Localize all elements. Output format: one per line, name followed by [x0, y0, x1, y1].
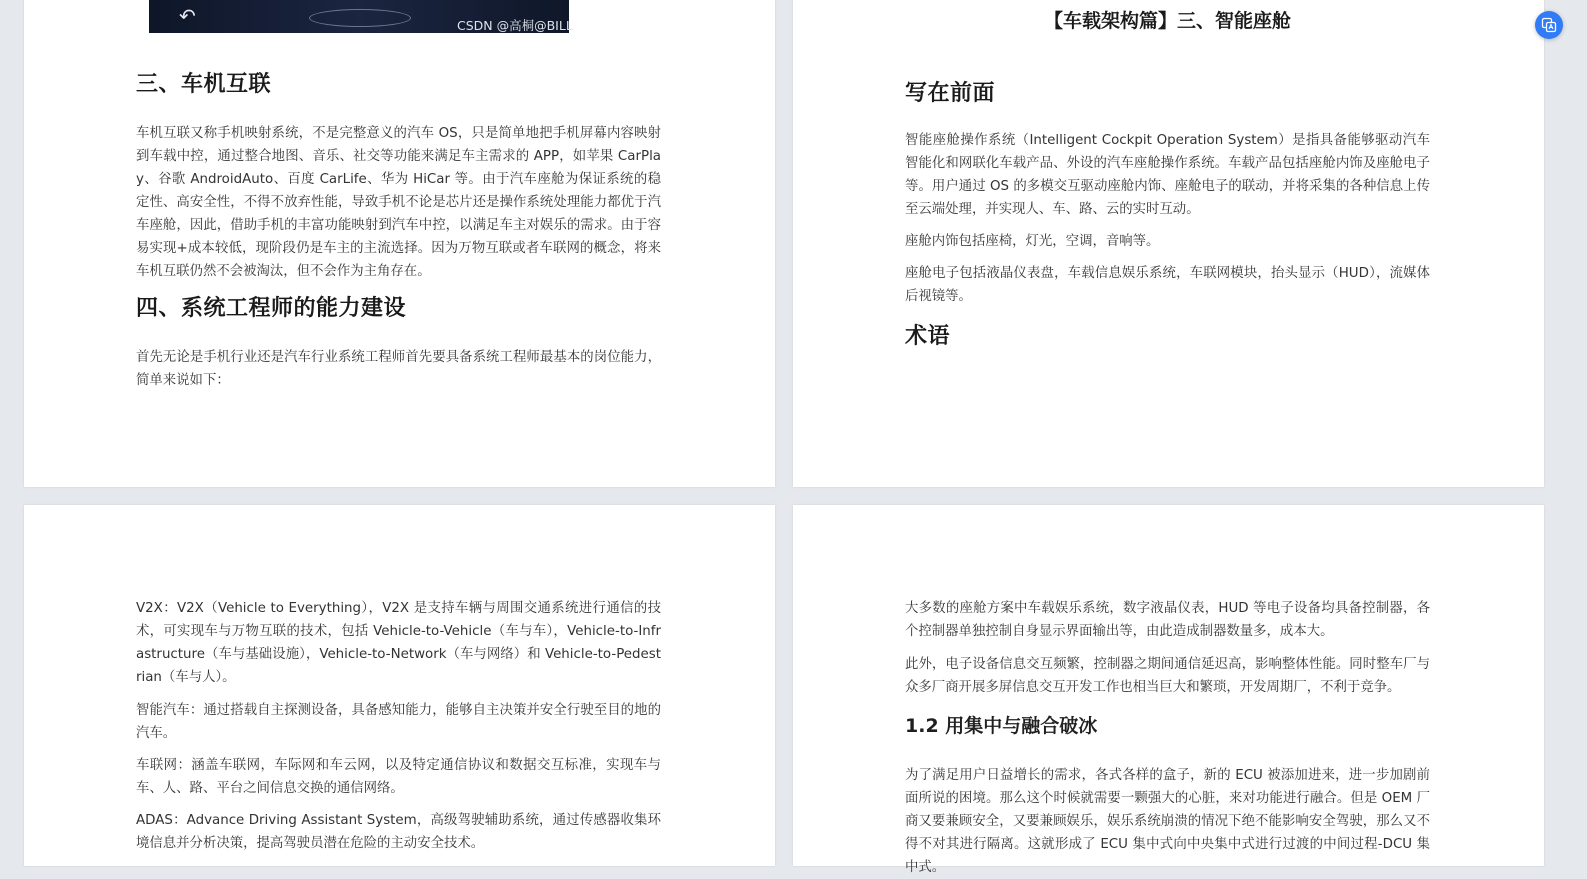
- back-arrow-icon: ↶: [179, 4, 196, 28]
- paragraph: ADAS：Advance Driving Assistant System，高级驾驶辅助系统，通过传感器收集环境信息并分析决策，提高驾驶员潜在危险的主动安全技术。: [136, 813, 661, 851]
- section-heading: 三、车机互联: [136, 72, 272, 97]
- paragraph: 此外，电子设备信息交互频繁，控制器之期间通信延迟高，影响整体性能。同时整车厂与众多厂商开展多屏信息交互开发工作也相当巨大和繁琐，开发周期厂，不利于竞争。: [905, 657, 1430, 695]
- section-heading: 写在前面: [905, 81, 996, 106]
- paragraph: 智能座舱操作系统（Intelligent Cockpit Operation System）是指具备能够驱动汽车智能化和网联化车载产品、外设的汽车座舱操作系统。车载产品包括座舱内饰及座舱电子等。用户通过 OS 的多模交互驱动座舱内饰、座舱电子的联动，并将采集的各种信息上传至云端处理，并实现人、车、路、云的实时互动。: [905, 133, 1430, 217]
- translate-icon: [1542, 18, 1556, 32]
- document-page-2: [793, 0, 1544, 487]
- section-heading: 四、系统工程师的能力建设: [136, 296, 407, 321]
- embedded-image: [149, 0, 573, 33]
- section-heading: 术语: [905, 324, 951, 349]
- document-page-3: [24, 505, 775, 866]
- paragraph: 车联网：涵盖车联网，车际网和车云网，以及特定通信协议和数据交互标准，实现车与车、人、路、平台之间信息交换的通信网络。: [136, 758, 661, 796]
- section-heading: 1.2 用集中与融合破冰: [905, 715, 1098, 737]
- translate-button[interactable]: [1535, 11, 1563, 39]
- paragraph: 车机互联又称手机映射系统，不是完整意义的汽车 OS，只是简单地把手机屏幕内容映射到车载中控，通过整合地图、音乐、社交等功能来满足车主需求的 APP，如苹果 CarPlay、谷歌 AndroidAuto、百度 CarLife、华为 HiCar 等。由于汽车座舱为保证系统的稳定性、高安全性，不得不放弃性能，导致手机不论是芯片还是操作系统处理能力都优于汽车座舱，因此，借助手机的丰富功能映射到汽车中控，以满足车主对娱乐的需求。由于容易实现+成本较低，现阶段仍是车主的主流选择。因为万物互联或者车联网的概念，将来车机互联仍然不会被淘汰，但不会作为主角存在。: [136, 126, 661, 279]
- logo-icon: [309, 9, 411, 27]
- paragraph: 首先无论是手机行业还是汽车行业系统工程师首先要具备系统工程师最基本的岗位能力，简单来说如下：: [136, 350, 661, 388]
- paragraph: 为了满足用户日益增长的需求，各式各样的盒子，新的 ECU 被添加进来，进一步加剧前面所说的困境。那么这个时候就需要一颗强大的心脏，来对功能进行融合。但是 OEM 厂商又要兼顾安全，又要兼顾娱乐，娱乐系统崩溃的情况下绝不能影响安全驾驶，那么又不得不对其进行隔离。这就形成了 ECU 集中式向中央集中式进行过渡的中间过程-DCU 集中式。: [905, 768, 1430, 875]
- paragraph: 座舱内饰包括座椅，灯光，空调，音响等。: [905, 234, 1160, 249]
- paragraph: V2X：V2X（Vehicle to Everything），V2X 是支持车辆与周围交通系统进行通信的技术，可实现车与万物互联的技术，包括 Vehicle-to-Vehicle（车与车），Vehicle-to-Infrastructure（车与基础设施），Vehicle-to-Network（车与网络）和 Vehicle-to-Pedestrian（车与人）。: [136, 601, 661, 685]
- paragraph: 座舱电子包括液晶仪表盘，车载信息娱乐系统，车联网模块，抬头显示（HUD），流媒体后视镜等。: [905, 266, 1430, 304]
- image-watermark: CSDN @高桐@BILL: [457, 18, 573, 33]
- document-page-1: [24, 0, 775, 487]
- paragraph: 智能汽车：通过搭载自主探测设备，具备感知能力，能够自主决策并安全行驶至目的地的汽车。: [136, 703, 661, 741]
- document-page-4: [793, 505, 1544, 875]
- page-title: 【车载架构篇】三、智能座舱: [1043, 10, 1291, 32]
- paragraph: 大多数的座舱方案中车载娱乐系统，数字液晶仪表，HUD 等电子设备均具备控制器，各个控制器单独控制自身显示界面输出等，由此造成制器数量多，成本大。: [905, 601, 1430, 639]
